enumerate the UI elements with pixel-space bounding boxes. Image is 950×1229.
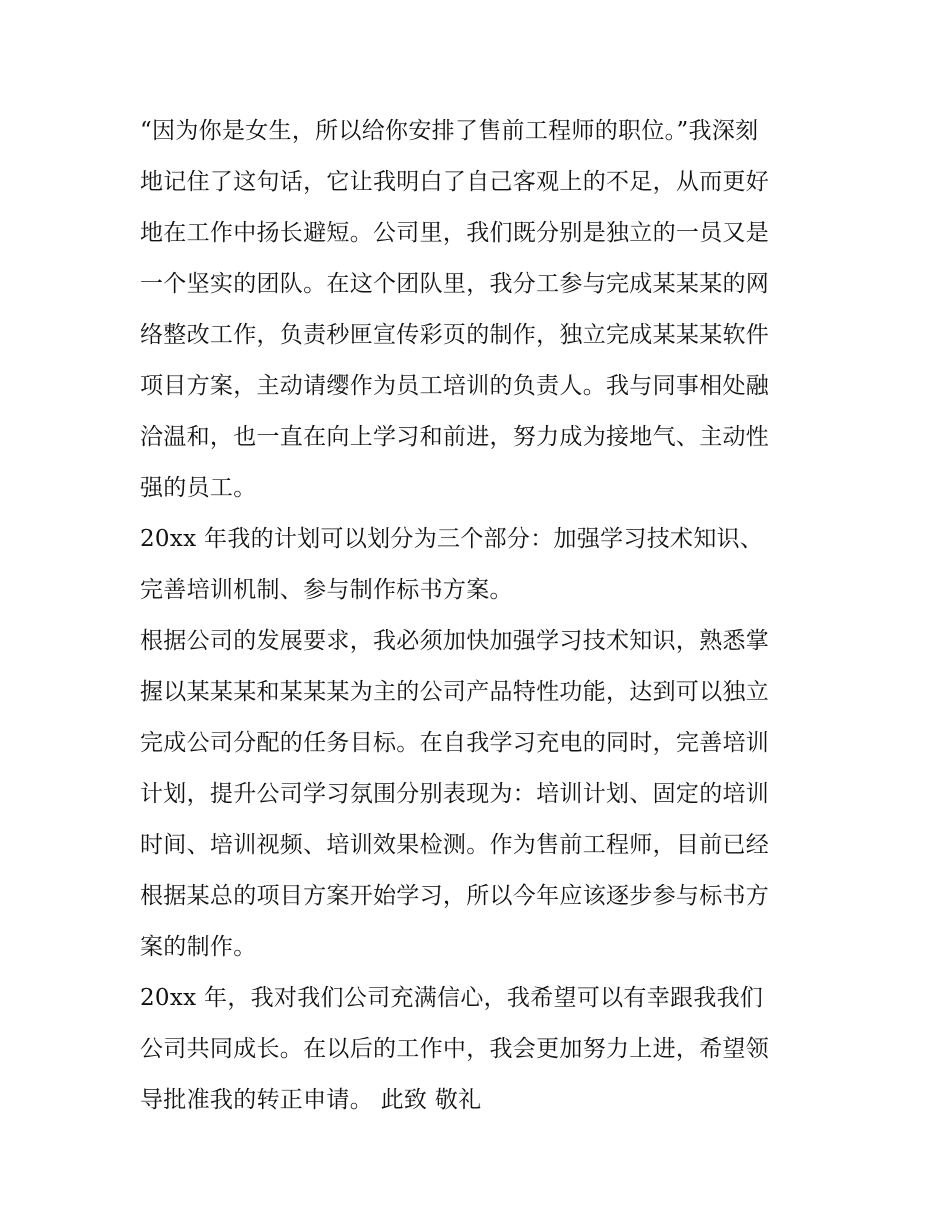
text-line: 地在工作中扬长避短。公司里，我们既分别是独立的一员又是 <box>140 220 770 246</box>
text-line: 项目方案，主动请缨作为员工培训的负责人。我与同事相处融 <box>140 373 770 399</box>
text-line: 根据公司的发展要求，我必须加快加强学习技术知识，熟悉掌 <box>140 628 770 654</box>
text-line: 20xx 年我的计划可以划分为三个部分：加强学习技术知识、 <box>140 526 764 552</box>
text-line: 案的制作。 <box>140 934 257 960</box>
text-line: “因为你是女生，所以给你安排了售前工程师的职位。”我深刻 <box>140 118 759 144</box>
text-line: 完成公司分配的任务目标。在自我学习充电的同时，完善培训 <box>140 730 770 756</box>
text-line: 20xx 年，我对我们公司充满信心，我希望可以有幸跟我我们 <box>140 985 764 1011</box>
text-line: 一个坚实的团队。在这个团队里，我分工参与完成某某某的网 <box>140 271 770 297</box>
text-line: 根据某总的项目方案开始学习，所以今年应该逐步参与标书方 <box>140 883 770 909</box>
text-line: 地记住了这句话，它让我明白了自己客观上的不足，从而更好 <box>140 169 770 195</box>
paragraph-4 <box>140 973 820 1126</box>
paragraph-3 <box>140 616 820 973</box>
text-line: 握以某某某和某某某为主的公司产品特性功能，达到可以独立 <box>140 679 770 705</box>
text-line: 络整改工作，负责秒匣宣传彩页的制作，独立完成某某某软件 <box>140 322 770 348</box>
text-line: 计划，提升公司学习氛围分别表现为：培训计划、固定的培训 <box>140 781 770 807</box>
paragraph-1 <box>140 106 820 514</box>
document-body <box>140 106 820 1126</box>
text-line: 洽温和，也一直在向上学习和前进，努力成为接地气、主动性 <box>140 424 770 450</box>
text-line: 完善培训机制、参与制作标书方案。 <box>140 577 513 603</box>
text-line: 强的员工。 <box>140 475 257 501</box>
text-line: 时间、培训视频、培训效果检测。作为售前工程师，目前已经 <box>140 832 770 858</box>
text-line: 公司共同成长。在以后的工作中，我会更加努力上进，希望领 <box>140 1036 770 1062</box>
paragraph-2 <box>140 514 820 616</box>
text-line: 导批准我的转正申请。 此致 敬礼 <box>140 1087 482 1113</box>
